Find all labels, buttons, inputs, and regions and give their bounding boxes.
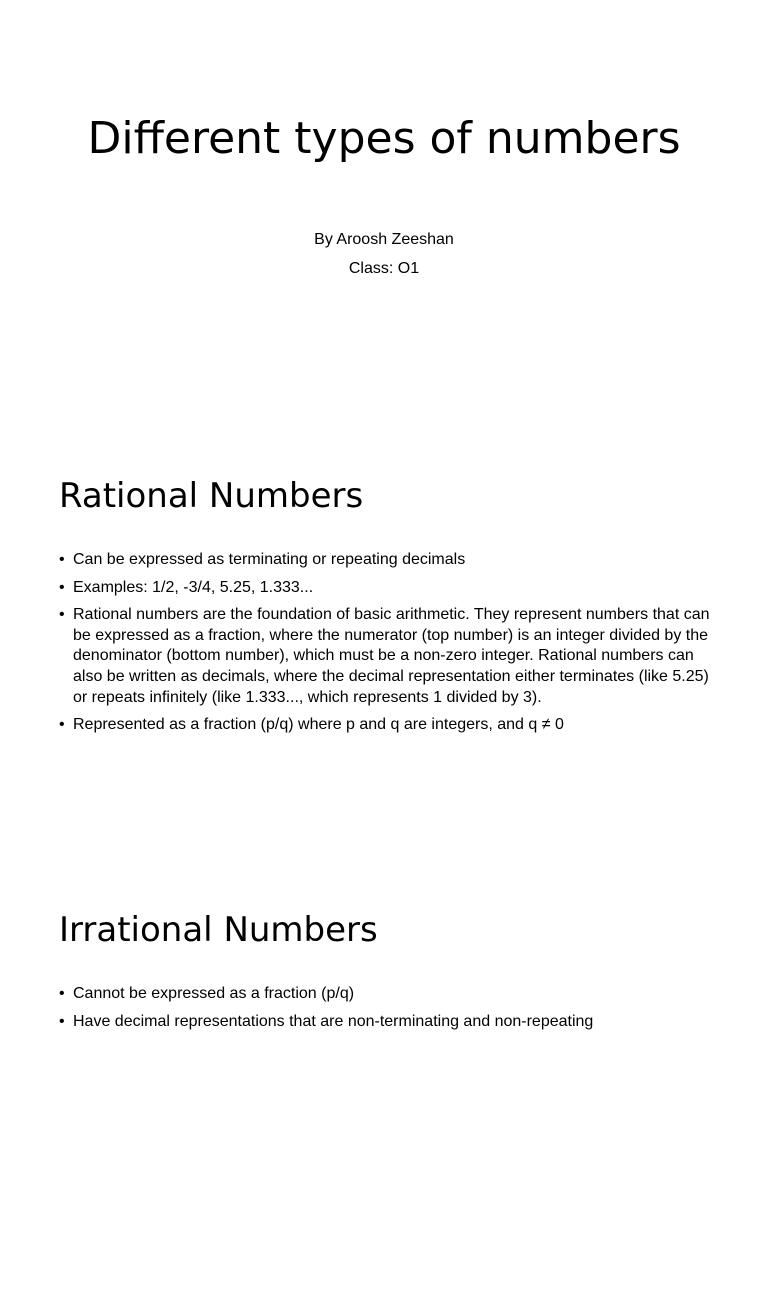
bullet-text: Cannot be expressed as a fraction (p/q) bbox=[73, 985, 355, 1002]
title-slide bbox=[0, 0, 768, 432]
slide-heading: Irrational Numbers bbox=[59, 910, 378, 950]
list-item bbox=[59, 1012, 714, 1033]
bullet-list bbox=[59, 984, 714, 1039]
list-item bbox=[59, 578, 714, 599]
bullet-text: Represented as a fraction (p/q) where p and q are integers, and q ≠ 0 bbox=[73, 716, 564, 734]
list-item bbox=[59, 715, 714, 736]
irrational-numbers-slide bbox=[0, 866, 768, 1298]
class-line: Class: O1 bbox=[348, 260, 420, 277]
author-line: By Aroosh Zeeshan bbox=[314, 231, 454, 248]
list-item bbox=[59, 605, 714, 708]
bullet-icon: • bbox=[59, 985, 65, 1002]
bullet-icon: • bbox=[59, 551, 65, 568]
bullet-list bbox=[59, 550, 714, 743]
rational-numbers-slide bbox=[0, 432, 768, 864]
list-item bbox=[59, 550, 714, 571]
bullet-icon: • bbox=[59, 716, 65, 734]
bullet-text: Examples: 1/2, -3/4, 5.25, 1.333... bbox=[73, 578, 314, 596]
slide-heading: Rational Numbers bbox=[59, 476, 364, 516]
bullet-text: Can be expressed as terminating or repeating decimals bbox=[73, 551, 466, 568]
bullet-icon: • bbox=[59, 578, 65, 596]
presentation-title: Different types of numbers bbox=[87, 113, 681, 164]
bullet-icon: • bbox=[59, 606, 65, 624]
bullet-icon: • bbox=[59, 1012, 65, 1030]
list-item bbox=[59, 984, 714, 1005]
bullet-text: Rational numbers are the foundation of basic arithmetic. They represent numbers that can be expressed as a fraction, where the numerator (top number) is an integer divided by the denominator (bottom number), which must be a non-zero integer. Rational numbers can also be written as decimals, where the decimal representation either terminates (like 5.25) or repeats infinitely (like 1.333..., which represents 1 divided by 3). bbox=[73, 606, 710, 706]
bullet-text: Have decimal representations that are non-terminating and non-repeating bbox=[73, 1012, 594, 1030]
